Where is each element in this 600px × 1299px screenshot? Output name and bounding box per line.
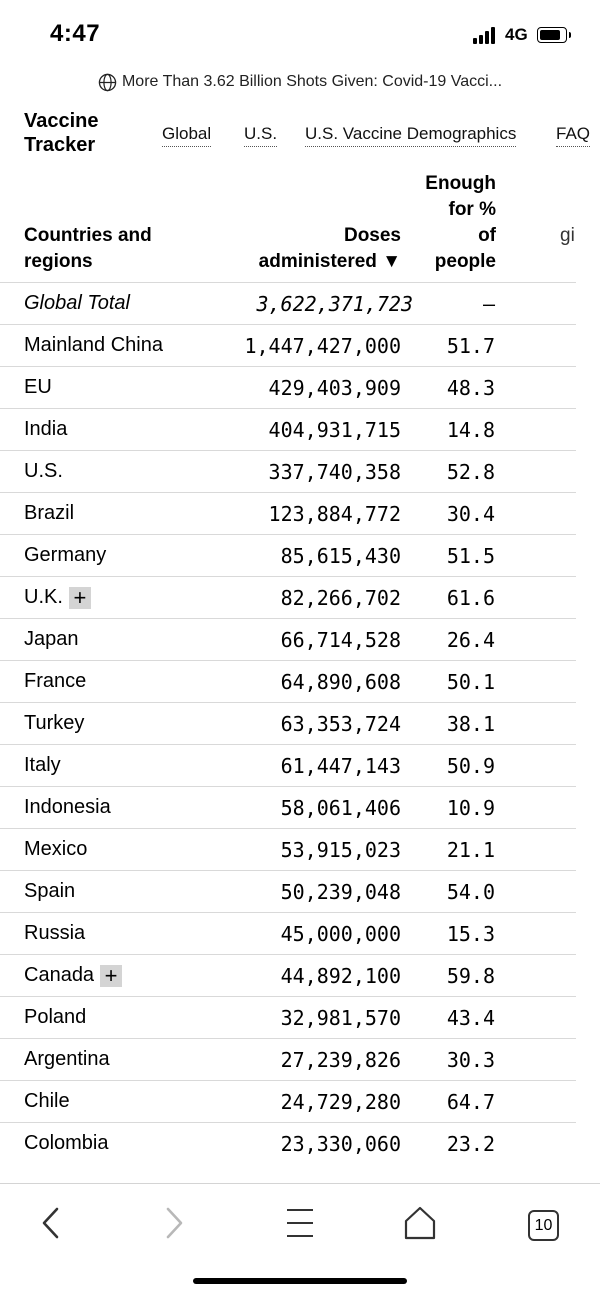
- percent-value: 51.5: [446, 544, 495, 568]
- country-name: [24, 922, 85, 945]
- header-enough-for-percent[interactable]: Enough for % of people: [425, 173, 496, 272]
- tab-count: 10: [534, 1217, 553, 1234]
- percent-value: 59.8: [446, 964, 495, 988]
- country-name: [24, 838, 87, 861]
- percent-value: 15.3: [446, 922, 495, 946]
- table-row[interactable]: [0, 912, 576, 954]
- percent-value: 21.1: [446, 838, 495, 862]
- percent-value: –: [482, 292, 495, 316]
- table-row[interactable]: [0, 828, 576, 870]
- country-label: India: [24, 418, 68, 440]
- percent-value: 51.7: [446, 334, 495, 358]
- country-label: Poland: [24, 1006, 87, 1028]
- table-row[interactable]: [0, 1122, 576, 1164]
- country-label: Indonesia: [24, 796, 111, 818]
- percent-value: 48.3: [446, 376, 495, 400]
- country-label: Germany: [24, 544, 107, 566]
- country-name: [24, 460, 63, 483]
- table-row[interactable]: [0, 786, 576, 828]
- table-header: [0, 165, 576, 282]
- nav-link-global[interactable]: Global: [162, 124, 211, 147]
- table-row[interactable]: [0, 1080, 576, 1122]
- table-row[interactable]: [0, 324, 576, 366]
- page-title: More Than 3.62 Billion Shots Given: Covid-19 Vacci...: [121, 73, 503, 90]
- header-countries[interactable]: Countries and regions: [24, 225, 152, 272]
- table-row[interactable]: [0, 282, 576, 324]
- doses-value: 404,931,715: [268, 418, 401, 442]
- vaccine-table: [0, 282, 576, 1164]
- menu-icon[interactable]: [285, 1204, 315, 1247]
- doses-value: 85,615,430: [280, 544, 401, 568]
- doses-value: 53,915,023: [280, 838, 401, 862]
- battery-icon: [537, 27, 567, 43]
- country-name: [24, 628, 79, 651]
- percent-value: 52.8: [446, 460, 495, 484]
- percent-value: 10.9: [446, 796, 495, 820]
- table-row[interactable]: [0, 996, 576, 1038]
- country-label: Canada: [24, 964, 95, 986]
- country-label: Mexico: [24, 838, 88, 860]
- doses-value: 429,403,909: [268, 376, 401, 400]
- country-name: [24, 292, 130, 315]
- status-bar: [0, 0, 600, 70]
- header-doses-sorted[interactable]: Doses administered ▼: [258, 225, 401, 272]
- percent-value: 61.6: [446, 586, 495, 610]
- doses-value: 24,729,280: [280, 1090, 401, 1114]
- country-name: [24, 586, 91, 609]
- doses-value: 82,266,702: [280, 586, 401, 610]
- country-name: [24, 1048, 110, 1071]
- table-row[interactable]: [0, 492, 576, 534]
- table-row[interactable]: [0, 744, 576, 786]
- doses-value: 64,890,608: [280, 670, 401, 694]
- doses-value: 58,061,406: [280, 796, 401, 820]
- doses-value: 45,000,000: [280, 922, 401, 946]
- table-row[interactable]: [0, 576, 576, 618]
- country-label: Turkey: [24, 712, 85, 734]
- country-name: [24, 1090, 70, 1113]
- country-name: [24, 334, 163, 357]
- table-row[interactable]: [0, 1038, 576, 1080]
- country-label: Mainland China: [24, 334, 163, 356]
- table-row[interactable]: [0, 702, 576, 744]
- doses-value: 1,447,427,000: [244, 334, 401, 358]
- table-row[interactable]: [0, 954, 576, 996]
- expand-plus-icon[interactable]: +: [69, 587, 91, 609]
- country-name: [24, 1132, 108, 1155]
- percent-value: 43.4: [446, 1006, 495, 1030]
- header-partial: gi: [560, 225, 575, 246]
- country-name: [24, 544, 106, 567]
- expand-plus-icon[interactable]: +: [100, 965, 122, 987]
- address-bar[interactable]: [0, 70, 600, 94]
- country-name: [24, 796, 111, 819]
- doses-value: 66,714,528: [280, 628, 401, 652]
- table-row[interactable]: [0, 618, 576, 660]
- doses-value: 123,884,772: [268, 502, 401, 526]
- forward-icon[interactable]: [161, 1204, 187, 1247]
- country-label: France: [24, 670, 87, 692]
- tabs-icon[interactable]: [528, 1210, 559, 1241]
- percent-value: 50.1: [446, 670, 495, 694]
- country-name: [24, 376, 52, 399]
- table-row[interactable]: [0, 534, 576, 576]
- tracker-nav: [0, 105, 600, 161]
- doses-value: 63,353,724: [280, 712, 401, 736]
- percent-value: 14.8: [446, 418, 495, 442]
- table-row[interactable]: [0, 366, 576, 408]
- country-label: Italy: [24, 754, 61, 776]
- country-label: Chile: [24, 1090, 70, 1112]
- nav-link-vaccine-demographics[interactable]: U.S. Vaccine Demographics: [305, 124, 516, 147]
- percent-value: 50.9: [446, 754, 495, 778]
- percent-value: 64.7: [446, 1090, 495, 1114]
- country-name: [24, 880, 75, 903]
- country-name: [24, 502, 74, 525]
- nav-link-us[interactable]: U.S.: [244, 124, 277, 147]
- country-name: [24, 418, 67, 441]
- doses-value: 50,239,048: [280, 880, 401, 904]
- home-icon[interactable]: [403, 1204, 437, 1247]
- back-icon[interactable]: [38, 1204, 64, 1247]
- percent-value: 30.4: [446, 502, 495, 526]
- country-label: Spain: [24, 880, 76, 902]
- home-indicator: [193, 1278, 407, 1284]
- country-label: Brazil: [24, 502, 75, 524]
- percent-value: 30.3: [446, 1048, 495, 1072]
- globe-icon: [98, 73, 117, 92]
- signal-icon: [473, 27, 495, 44]
- country-name: [24, 964, 122, 987]
- table-row[interactable]: [0, 870, 576, 912]
- country-name: [24, 1006, 86, 1029]
- country-label: U.S.: [24, 460, 63, 482]
- country-label: Global Total: [24, 292, 130, 314]
- doses-value: 337,740,358: [268, 460, 401, 484]
- network-type: 4G: [505, 25, 528, 44]
- tracker-title: Vaccine Tracker: [24, 110, 99, 156]
- doses-value: 44,892,100: [280, 964, 401, 988]
- doses-value: 3,622,371,723: [256, 292, 413, 316]
- doses-value: 23,330,060: [280, 1132, 401, 1156]
- doses-value: 32,981,570: [280, 1006, 401, 1030]
- country-name: [24, 670, 86, 693]
- percent-value: 26.4: [446, 628, 495, 652]
- doses-value: 61,447,143: [280, 754, 401, 778]
- percent-value: 38.1: [446, 712, 495, 736]
- country-label: Russia: [24, 922, 86, 944]
- country-label: Japan: [24, 628, 79, 650]
- doses-value: 27,239,826: [280, 1048, 401, 1072]
- clock: 4:47: [50, 20, 101, 47]
- country-name: [24, 712, 84, 735]
- country-label: EU: [24, 376, 52, 398]
- country-label: Argentina: [24, 1048, 110, 1070]
- country-label: Colombia: [24, 1132, 109, 1154]
- nav-link-faq[interactable]: FAQ: [556, 124, 590, 147]
- table-row[interactable]: [0, 660, 576, 702]
- percent-value: 54.0: [446, 880, 495, 904]
- table-row[interactable]: [0, 450, 576, 492]
- country-name: [24, 754, 61, 777]
- table-row[interactable]: [0, 408, 576, 450]
- percent-value: 23.2: [446, 1132, 495, 1156]
- country-label: U.K.: [24, 586, 63, 608]
